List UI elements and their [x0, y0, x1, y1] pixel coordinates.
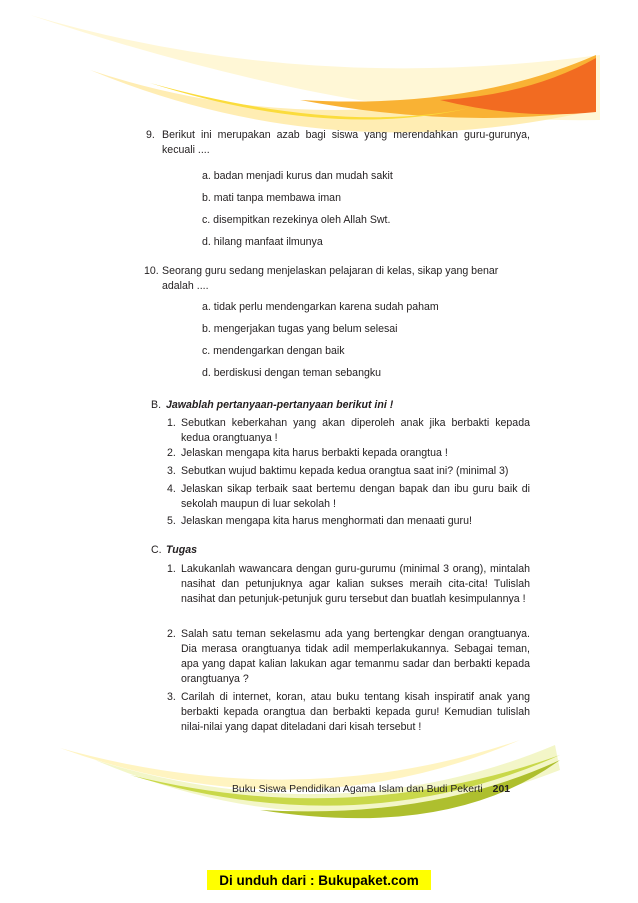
- section-c-heading: [151, 543, 198, 558]
- item-text: Jelaskan sikap terbaik saat bertemu dengan bapak dan ibu guru baik di sekolah maupun di luar sekolah !: [181, 483, 530, 510]
- section-title: Tugas: [166, 544, 198, 556]
- q10-option-c: c. mendengarkan dengan baik: [202, 345, 345, 357]
- item-number: 2.: [167, 628, 176, 640]
- section-b-heading: [151, 398, 394, 413]
- q10-option-d: d. berdiskusi dengan teman sebangku: [202, 367, 382, 379]
- section-b-item-1: [167, 416, 530, 446]
- question-10: [144, 264, 530, 294]
- item-number: 3.: [167, 691, 176, 703]
- page-footer: [232, 784, 510, 795]
- question-number: 9.: [146, 129, 155, 141]
- download-source-banner: Di unduh dari : Bukupaket.com: [207, 870, 431, 890]
- section-letter: C.: [151, 544, 162, 556]
- section-b-item-2: [167, 446, 530, 461]
- q9-option-a: a. badan menjadi kurus dan mudah sakit: [202, 170, 393, 182]
- item-text: Sebutkan keberkahan yang akan diperoleh anak jika berbakti kepada kedua orangtuanya !: [181, 417, 530, 444]
- q9-option-c: c. disempitkan rezekinya oleh Allah Swt.: [202, 214, 391, 226]
- item-number: 1.: [167, 417, 176, 429]
- question-text: Seorang guru sedang menjelaskan pelajaran di kelas, sikap yang benar adalah ....: [162, 265, 499, 292]
- q10-option-a: a. tidak perlu mendengarkan karena sudah paham: [202, 301, 439, 313]
- section-b-item-5: [167, 514, 530, 529]
- question-text: Berikut ini merupakan azab bagi siswa yang merendahkan guru-gurunya, kecuali ....: [162, 129, 530, 156]
- q9-option-b: b. mati tanpa membawa iman: [202, 192, 341, 204]
- question-9: [146, 128, 530, 158]
- item-text: Salah satu teman sekelasmu ada yang bertengkar dengan orangtuanya. Dia merasa orangtuanya tidak adil memperlakukannya. Sebagai teman, apa yang dapat kalian lakukan agar temanmu sadar dan berbakti kepada orangtuanya ?: [181, 628, 530, 685]
- item-number: 3.: [167, 465, 176, 477]
- item-number: 4.: [167, 483, 176, 495]
- section-c-item-2: [167, 627, 530, 687]
- q9-option-d: d. hilang manfaat ilmunya: [202, 236, 323, 248]
- section-b-item-4: [167, 482, 530, 512]
- item-number: 1.: [167, 563, 176, 575]
- item-text: Lakukanlah wawancara dengan guru-gurumu (minimal 3 orang), mintalah nasihat dan petunjuknya agar kalian sukses meraih cita-cita! Tulislah nasihat dan petunjuk-petunjuk guru tersebut dan buatlah kesimpulannya !: [181, 563, 530, 605]
- section-c-item-3: [167, 690, 530, 735]
- book-title: Buku Siswa Pendidikan Agama Islam dan Budi Pekerti: [232, 784, 483, 795]
- section-c-item-1: [167, 562, 530, 607]
- section-title: Jawablah pertanyaan-pertanyaan berikut ini !: [166, 399, 394, 411]
- item-number: 5.: [167, 515, 176, 527]
- item-text: Jelaskan mengapa kita harus menghormati dan menaati guru!: [181, 515, 472, 527]
- item-number: 2.: [167, 447, 176, 459]
- page-number: 201: [492, 784, 511, 795]
- question-number: 10.: [144, 265, 159, 277]
- section-letter: B.: [151, 399, 162, 411]
- section-b-item-3: [167, 464, 530, 479]
- item-text: Jelaskan mengapa kita harus berbakti kepada orangtua !: [181, 447, 448, 459]
- item-text: Carilah di internet, koran, atau buku tentang kisah inspiratif anak yang berbakti kepada orangtua dan berbakti kepada guru! Kemudian tulislah nilai-nilai yang dapat diteladani dari kisah tersebut !: [181, 691, 530, 733]
- q10-option-b: b. mengerjakan tugas yang belum selesai: [202, 323, 398, 335]
- item-text: Sebutkan wujud baktimu kepada kedua orangtua saat ini? (minimal 3): [181, 465, 509, 477]
